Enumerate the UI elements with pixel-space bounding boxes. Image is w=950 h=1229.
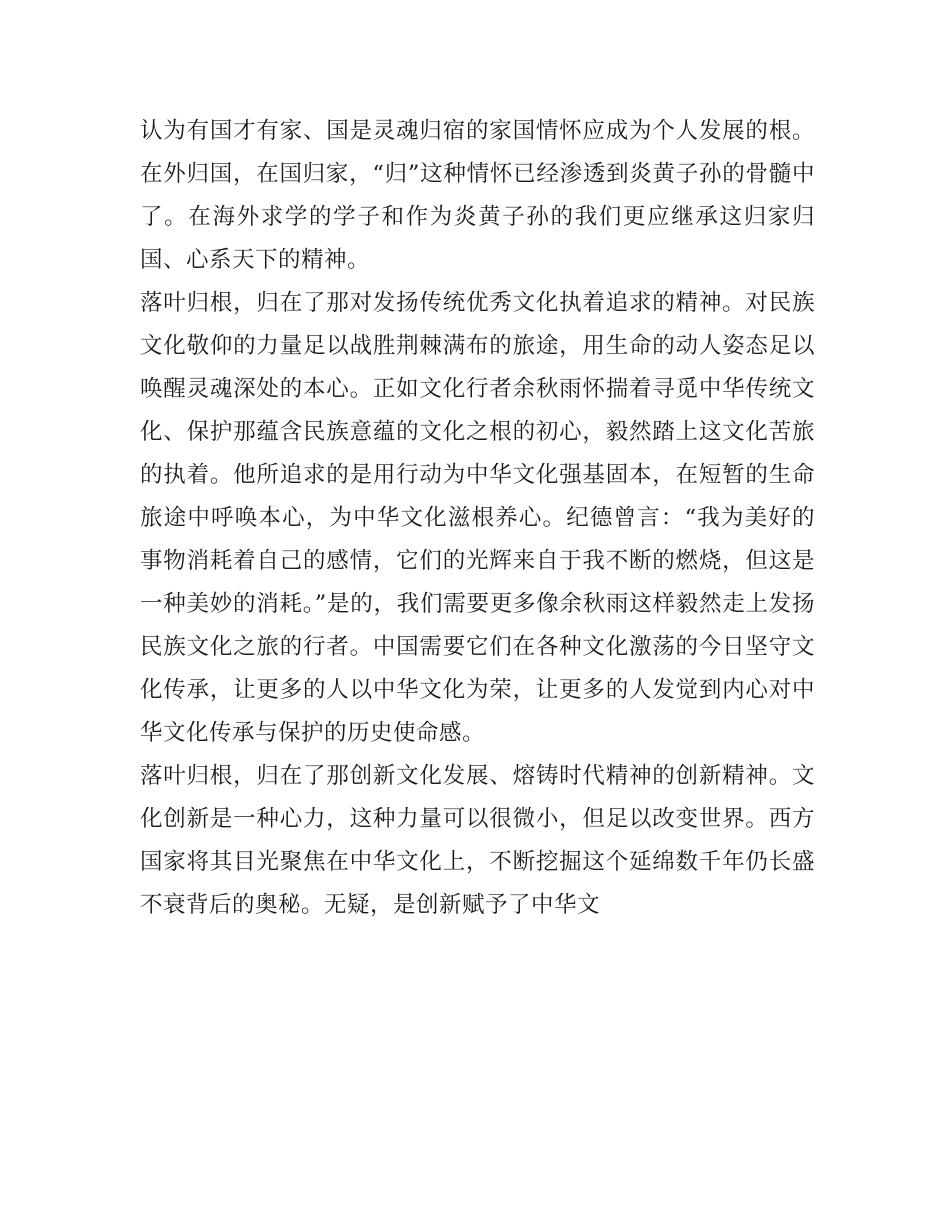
paragraph-2: 落叶归根，归在了那对发扬传统优秀文化执着追求的精神。对民族文化敬仰的力量足以战胜荆棘满布的旅途，用生命的动人姿态足以唤醒灵魂深处的本心。正如文化行者余秋雨怀揣着寻觅中华传统文化、保护那蕴含民族意蕴的文化之根的初心，毅然踏上这文化苦旅的执着。他所追求的是用行动为中华文化强基固本，在短暂的生命旅途中呼唤本心，为中华文化滋根养心。纪德曾言：“我为美好的事物消耗着自己的感情，它们的光辉来自于我不断的燃烧，但这是一种美妙的消耗。”是的，我们需要更多像余秋雨这样毅然走上发扬民族文化之旅的行者。中国需要它们在各种文化激荡的今日坚守文化传承，让更多的人以中华文化为荣，让更多的人发觉到内心对中华文化传承与保护的历史使命感。 [140, 290, 815, 746]
essay-body [140, 110, 815, 927]
paragraph-1: 认为有国才有家、国是灵魂归宿的家国情怀应成为个人发展的根。在外归国，在国归家，“归”这种情怀已经渗透到炎黄子孙的骨髓中了。在海外求学的学子和作为炎黄子孙的我们更应继承这归家归国、心系天下的精神。 [140, 118, 815, 273]
paragraph-3: 落叶归根，归在了那创新文化发展、熔铸时代精神的创新精神。文化创新是一种心力，这种力量可以很微小，但足以改变世界。西方国家将其目光聚焦在中华文化上，不断挖掘这个延绵数千年仍长盛不衰背后的奥秘。无疑，是创新赋予了中华文 [140, 763, 815, 918]
